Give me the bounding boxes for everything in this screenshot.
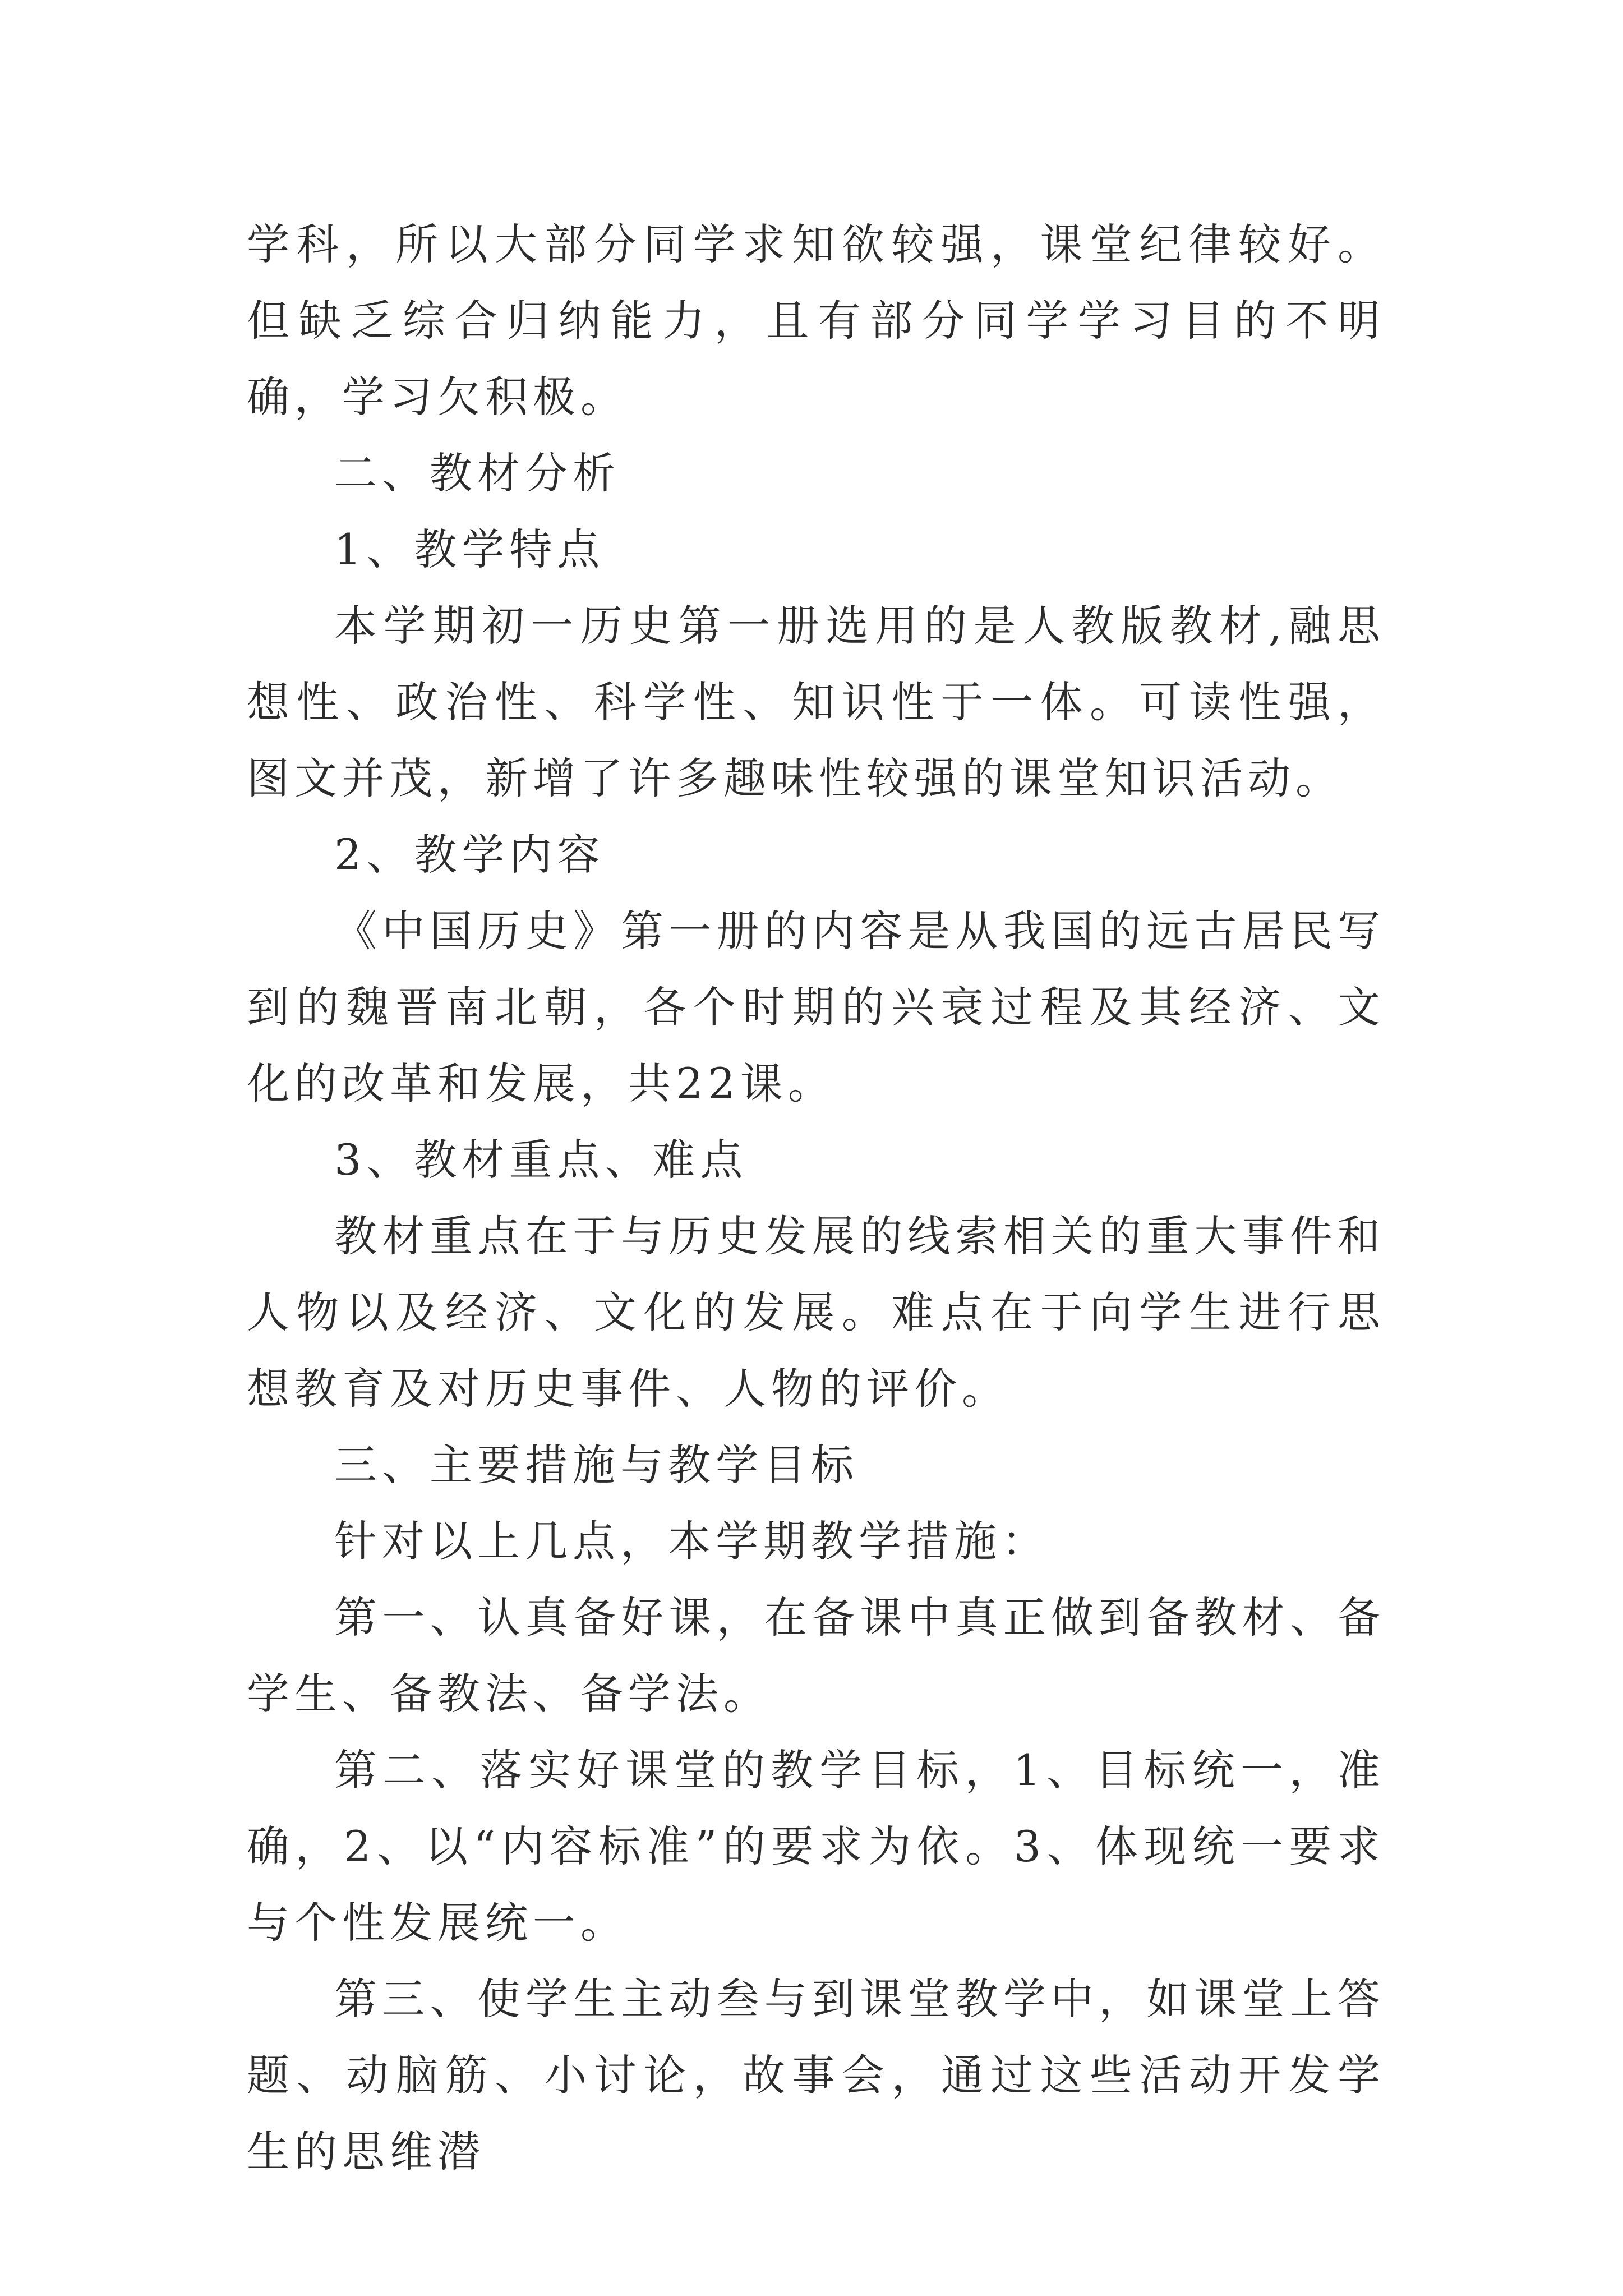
subheading-teaching-content: 2、教学内容 <box>334 830 605 880</box>
paragraph-key-difficult-points: 教材重点在于与历史发展的线索相关的重大事件和人物以及经济、文化的发展。难点在于向学生进行思想教育及对历史事件、人物的评价。 <box>247 1211 1385 1414</box>
paragraph-teaching-features: 本学期初一历史第一册选用的是人教版教材,融思想性、政治性、科学性、知识性于一体。可读性强，图文并茂，新增了许多趣味性较强的课堂知识活动。 <box>247 601 1385 803</box>
subheading-teaching-features: 1、教学特点 <box>334 524 605 574</box>
paragraph-measures-intro: 针对以上几点，本学期教学措施： <box>334 1516 1049 1566</box>
subheading-key-difficult-points: 3、教材重点、难点 <box>334 1135 748 1185</box>
paragraph-measure-three: 第三、使学生主动叁与到课堂教学中，如课堂上答题、动脑筋、小讨论，故事会，通过这些活动开发学生的思维潜 <box>247 1974 1385 2177</box>
heading-measures-and-goals: 三、主要措施与教学目标 <box>334 1440 859 1490</box>
document-body <box>247 206 1385 2190</box>
heading-textbook-analysis: 二、教材分析 <box>334 448 620 498</box>
paragraph-continuation: 学科，所以大部分同学求知欲较强，课堂纪律较好。但缺乏综合归纳能力，且有部分同学学习目的不明确，学习欠积极。 <box>247 219 1385 422</box>
paragraph-teaching-content: 《中国历史》第一册的内容是从我国的远古居民写到的魏晋南北朝，各个时期的兴衰过程及其经济、文化的改革和发展，共22课。 <box>247 906 1385 1108</box>
paragraph-measure-one: 第一、认真备好课，在备课中真正做到备教材、备学生、备教法、备学法。 <box>247 1593 1385 1719</box>
paragraph-measure-two: 第二、落实好课堂的教学目标，1、目标统一，准确，2、以“内容标准”的要求为依。3、体现统一要求与个性发展统一。 <box>247 1745 1385 1948</box>
